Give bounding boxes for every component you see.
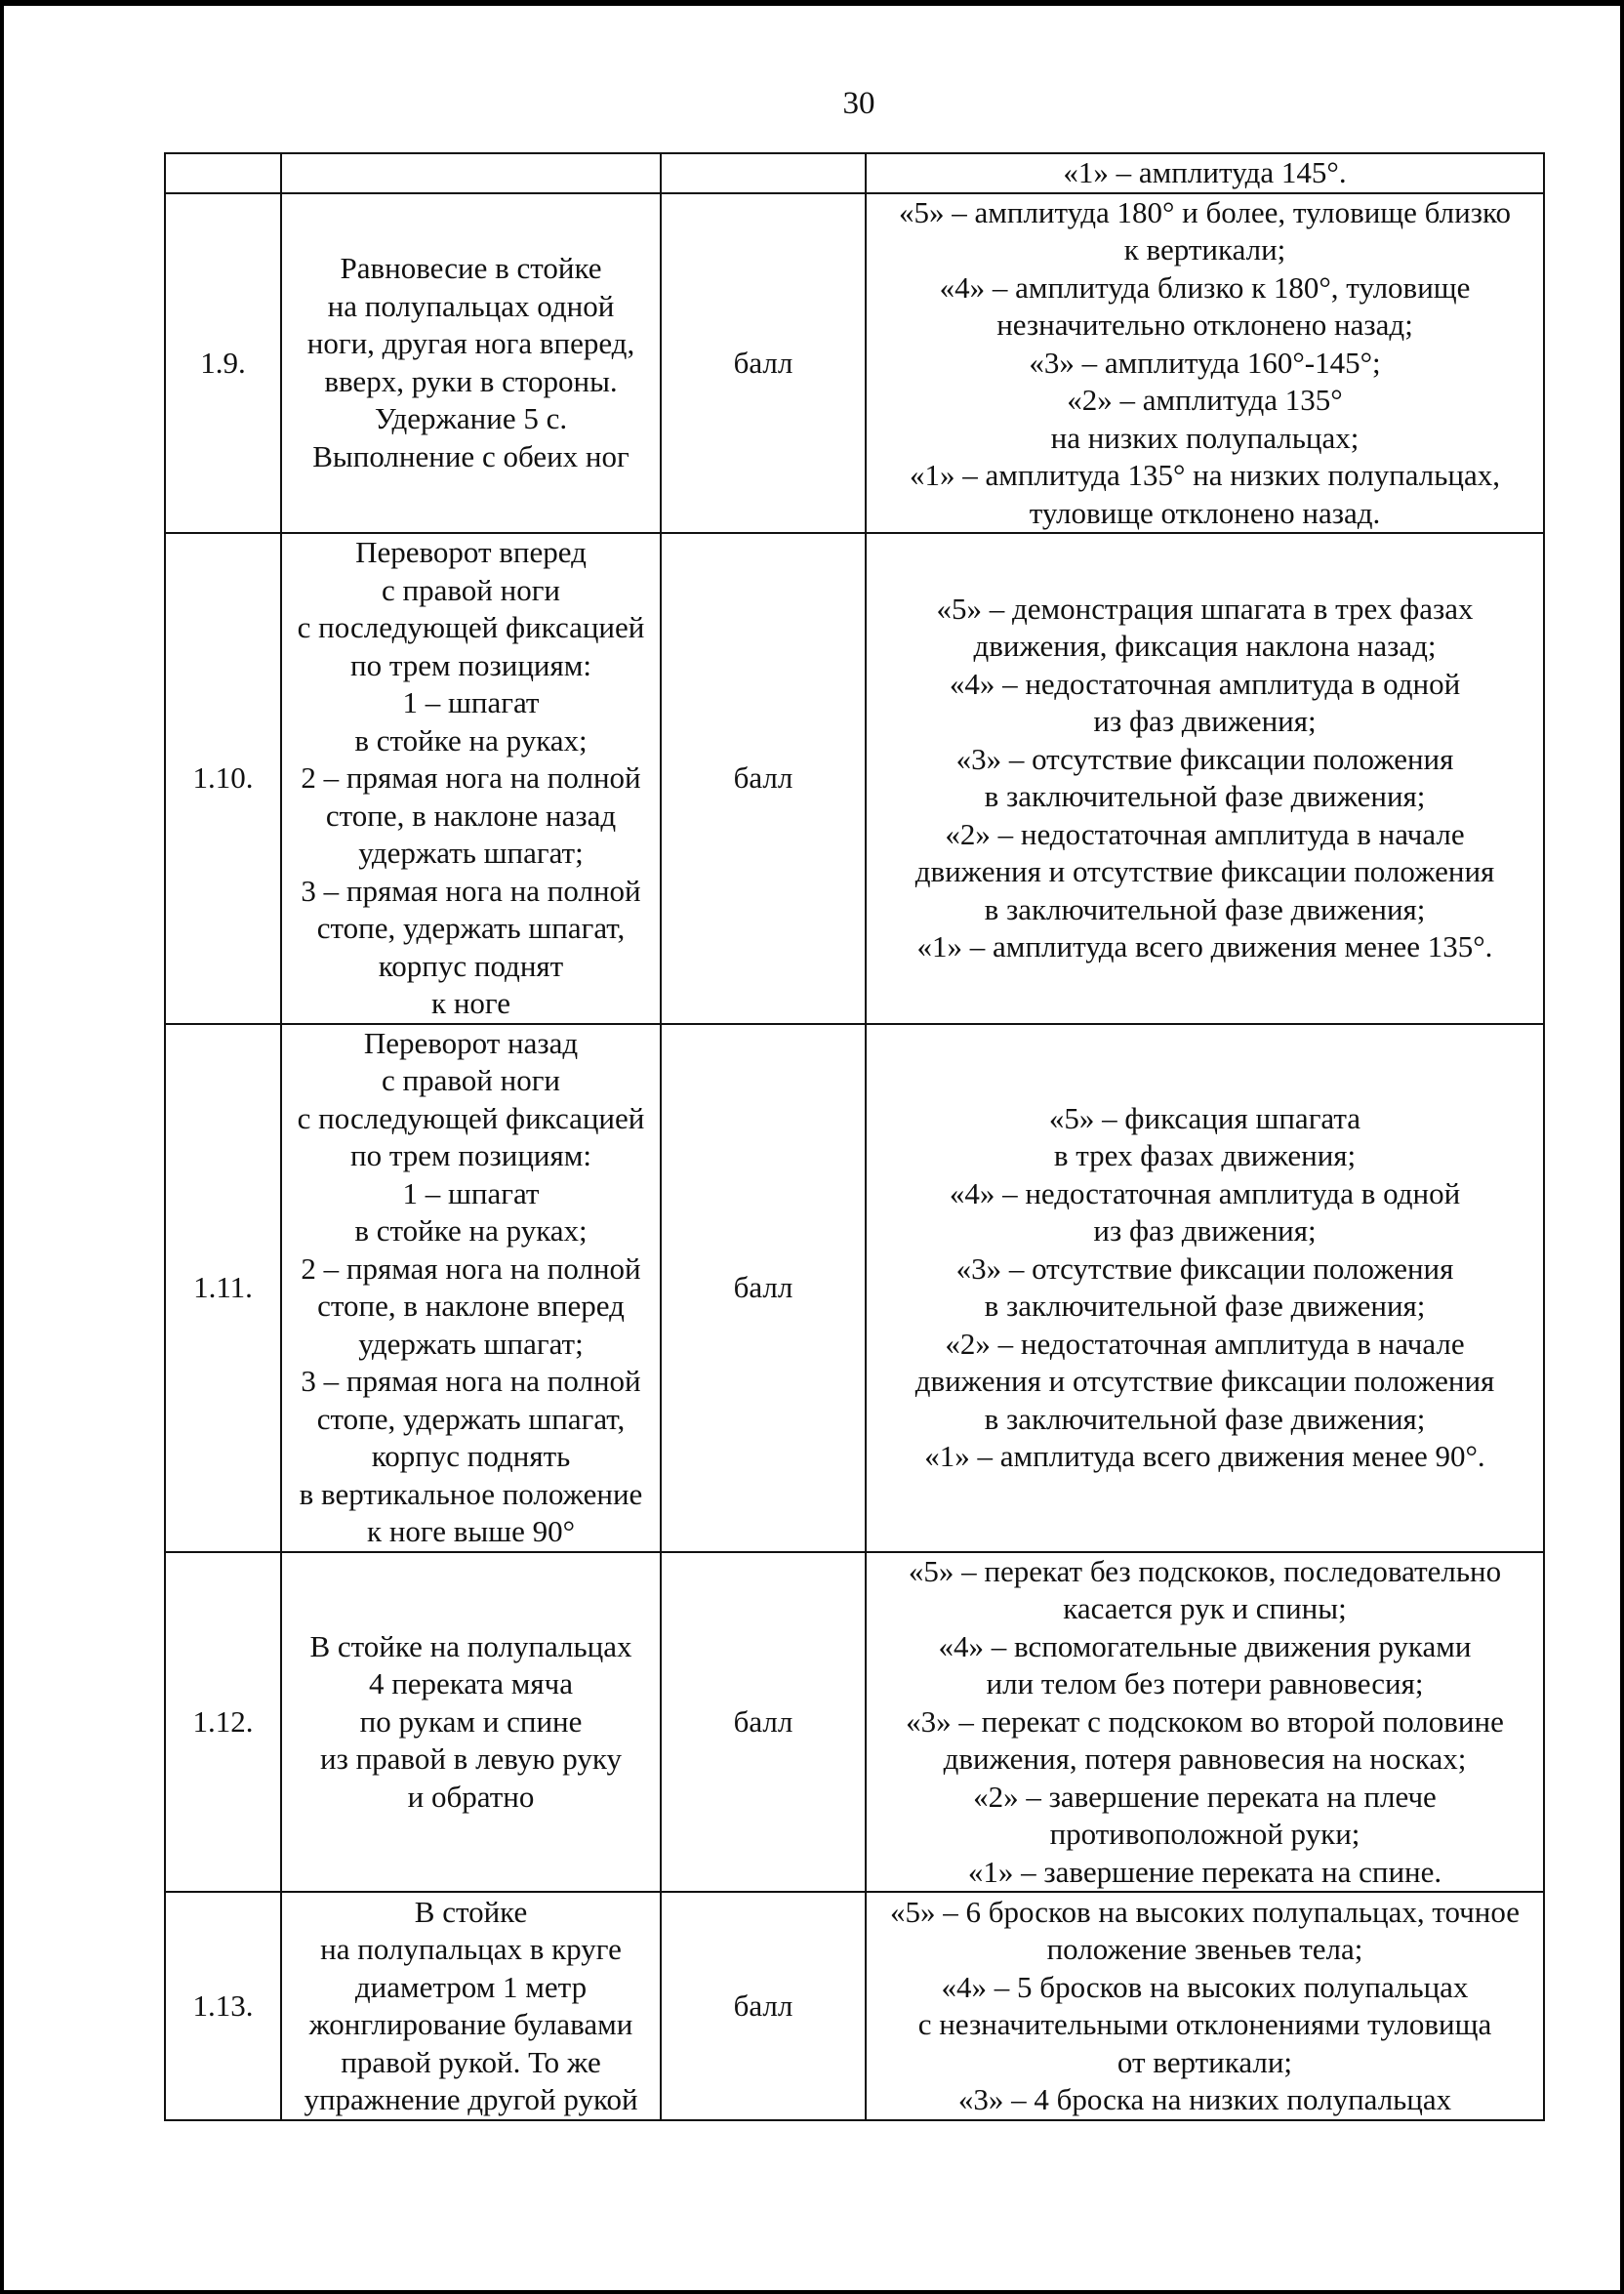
- exercise-description-line: 3 – прямая нога на полной: [301, 1364, 641, 1398]
- unit-of-measure: балл: [661, 1892, 866, 2120]
- exercise-description: [281, 193, 661, 534]
- exercise-description-line: корпус поднят: [378, 948, 564, 983]
- scoring-criterion-line: в заключительной фазе движения;: [984, 891, 1426, 926]
- table-body: [165, 153, 1544, 2120]
- scoring-criterion-line: из фаз движения;: [1093, 704, 1317, 739]
- scoring-criterion-line: «3» – отсутствие фиксации положения: [955, 741, 1454, 776]
- scoring-criteria: [866, 1552, 1544, 1893]
- scoring-criterion-line: «5» – демонстрация шпагата в трех фазах: [936, 591, 1474, 626]
- exercise-description-line: удержать шпагат;: [358, 836, 584, 870]
- exercise-description-line: по рукам и спине: [359, 1703, 583, 1739]
- scoring-criterion-line: «1» – амплитуда всего движения менее 90°.: [924, 1439, 1485, 1473]
- scoring-criterion-line: «4» – амплитуда близко к 180°, туловище: [939, 269, 1471, 305]
- exercise-description-line: Переворот вперед: [355, 535, 587, 569]
- scoring-criterion-line: из фаз движения;: [1093, 1213, 1317, 1248]
- exercise-description-line: 3 – прямая нога на полной: [301, 873, 641, 908]
- exercise-description-line: удержать шпагат;: [358, 1326, 584, 1361]
- scoring-criterion-line: к вертикали;: [1123, 232, 1286, 266]
- scoring-criterion-line: «4» – недостаточная амплитуда в одной: [949, 1175, 1461, 1210]
- exercise-description-line: с последующей фиксацией: [297, 610, 645, 644]
- exercise-description-line: стопе, удержать шпагат,: [316, 911, 626, 945]
- exercise-number: 1.9.: [165, 193, 281, 534]
- scoring-criterion-line: «3» – амплитуда 160°-145°;: [1029, 345, 1381, 380]
- exercise-number: 1.10.: [165, 533, 281, 1024]
- assessment-table: [164, 152, 1545, 2121]
- scoring-criterion-line: «4» – 5 бросков на высоких полупальцах: [941, 1969, 1469, 2004]
- exercise-description-line: с правой ноги: [381, 1063, 561, 1097]
- exercise-description-line: 1 – шпагат: [402, 1175, 540, 1210]
- exercise-description-line: к ноге: [431, 986, 510, 1020]
- scoring-criterion-line: положение звеньев тела;: [1046, 1932, 1363, 1966]
- scoring-criterion-line: движения, фиксация наклона назад;: [973, 629, 1437, 664]
- scoring-criterion-line: незначительно отклонено назад;: [996, 307, 1413, 342]
- unit-of-measure: балл: [661, 533, 866, 1024]
- scoring-criterion-line: в заключительной фазе движения;: [984, 1401, 1426, 1436]
- exercise-description-line: стопе, в наклоне назад: [325, 798, 617, 833]
- scoring-criteria: [866, 153, 1544, 193]
- scoring-criterion-line: движения и отсутствие фиксации положения: [914, 854, 1495, 889]
- scoring-criteria: [866, 193, 1544, 534]
- exercise-description-line: и обратно: [407, 1779, 535, 1814]
- scoring-criterion-line: «4» – недостаточная амплитуда в одной: [949, 666, 1461, 701]
- scoring-criterion-line: «3» – 4 броска на низких полупальцах: [957, 2082, 1452, 2116]
- exercise-description-line: стопе, удержать шпагат,: [316, 1401, 626, 1436]
- exercise-description-line: 4 переката мяча: [368, 1666, 574, 1700]
- exercise-description-line: диаметром 1 метр: [354, 1969, 588, 2004]
- exercise-number: 1.12.: [165, 1552, 281, 1893]
- table-row: [165, 153, 1544, 193]
- scoring-criterion-line: или телом без потери равновесия;: [986, 1666, 1424, 1700]
- unit-of-measure: балл: [661, 1024, 866, 1552]
- exercise-description-line: Выполнение с обеих ног: [312, 438, 629, 473]
- scoring-criterion-line: «5» – 6 бросков на высоких полупальцах, точное: [889, 1894, 1521, 1929]
- scoring-criterion-line: «3» – перекат с подскоком во второй половине: [906, 1703, 1504, 1739]
- exercise-number: 1.11.: [165, 1024, 281, 1552]
- exercise-description-line: с правой ноги: [381, 572, 561, 607]
- scoring-criterion-line: «1» – амплитуда всего движения менее 135°.: [916, 929, 1493, 964]
- scoring-criterion-line: «2» – недостаточная амплитуда в начале: [945, 816, 1465, 851]
- scoring-criterion-line: «5» – амплитуда 180° и более, туловище близко: [899, 194, 1511, 229]
- scoring-criterion-line: противоположной руки;: [1049, 1817, 1360, 1851]
- exercise-description-line: на полупальцах одной: [327, 288, 615, 323]
- scoring-criterion-line: «2» – амплитуда 135°: [1067, 383, 1343, 417]
- scoring-criterion-line: в заключительной фазе движения;: [984, 1289, 1426, 1323]
- scoring-criterion-line: на низких полупальцах;: [1050, 420, 1360, 455]
- exercise-description-line: ноги, другая нога вперед,: [306, 326, 635, 361]
- scoring-criterion-line: «5» – фиксация шпагата: [1048, 1100, 1361, 1135]
- scoring-criterion-line: туловище отклонено назад.: [1029, 495, 1381, 530]
- exercise-description-line: в стойке на руках;: [354, 1213, 588, 1248]
- exercise-description-line: жонглирование булавами: [308, 2007, 633, 2041]
- scoring-criterion-line: от вертикали;: [1116, 2044, 1293, 2079]
- scoring-criterion-line: «4» – вспомогательные движения руками: [938, 1628, 1472, 1663]
- exercise-description-line: упражнение другой рукой: [304, 2082, 638, 2116]
- exercise-description-line: корпус поднять: [371, 1439, 571, 1473]
- exercise-description-line: Переворот назад: [363, 1025, 579, 1060]
- exercise-description-line: по трем позициям:: [350, 1138, 591, 1172]
- exercise-description: [281, 1024, 661, 1552]
- scoring-criterion-line: «5» – перекат без подскоков, последовательно: [908, 1553, 1502, 1588]
- exercise-description-line: В стойке: [414, 1894, 528, 1929]
- scoring-criterion-line: «2» – недостаточная амплитуда в начале: [945, 1326, 1465, 1361]
- exercise-description: [281, 533, 661, 1024]
- scoring-criterion-line: «1» – амплитуда 135° на низких полупальцах,: [909, 458, 1501, 492]
- table-row: [165, 1024, 1544, 1552]
- scoring-criterion-line: движения, потеря равновесия на носках;: [943, 1741, 1467, 1776]
- scoring-criterion-line: «3» – отсутствие фиксации положения: [955, 1250, 1454, 1286]
- scoring-criterion-line: «2» – завершение переката на плече: [973, 1779, 1437, 1814]
- scoring-criterion-line: «1» – амплитуда 145°.: [1063, 155, 1347, 189]
- unit-of-measure: балл: [661, 1552, 866, 1893]
- page-number: 30: [842, 86, 875, 121]
- scoring-criterion-line: касается рук и спины;: [1063, 1591, 1347, 1625]
- exercise-description-line: правой рукой. То же: [341, 2044, 601, 2079]
- scoring-criterion-line: «1» – завершение переката на спине.: [967, 1854, 1442, 1889]
- exercise-description-line: Удержание 5 с.: [374, 401, 568, 436]
- exercise-description: [281, 153, 661, 193]
- exercise-description-line: с последующей фиксацией: [297, 1100, 645, 1135]
- unit-of-measure: балл: [661, 193, 866, 534]
- table-row: [165, 533, 1544, 1024]
- exercise-description-line: вверх, руки в стороны.: [324, 363, 618, 398]
- scoring-criteria: [866, 533, 1544, 1024]
- exercise-description-line: в стойке на руках;: [354, 722, 588, 758]
- exercise-description-line: В стойке на полупальцах: [309, 1628, 632, 1663]
- table-row: [165, 1892, 1544, 2120]
- scoring-criterion-line: в трех фазах движения;: [1053, 1138, 1357, 1172]
- exercise-description-line: из правой в левую руку: [319, 1741, 623, 1776]
- table-row: [165, 1552, 1544, 1893]
- exercise-description-line: по трем позициям:: [350, 647, 591, 682]
- scoring-criteria: [866, 1024, 1544, 1552]
- exercise-description-line: к ноге выше 90°: [367, 1514, 575, 1548]
- scoring-criteria: [866, 1892, 1544, 2120]
- exercise-description-line: 2 – прямая нога на полной: [301, 1250, 641, 1286]
- scoring-criterion-line: движения и отсутствие фиксации положения: [914, 1364, 1495, 1398]
- exercise-description-line: в вертикальное положение: [299, 1476, 643, 1511]
- exercise-number: [165, 153, 281, 193]
- unit-of-measure: [661, 153, 866, 193]
- exercise-description-line: Равновесие в стойке: [340, 251, 602, 286]
- scoring-criterion-line: в заключительной фазе движения;: [984, 779, 1426, 814]
- exercise-description-line: 2 – прямая нога на полной: [301, 760, 641, 795]
- exercise-description-line: стопе, в наклоне вперед: [317, 1289, 625, 1323]
- table-row: [165, 193, 1544, 534]
- exercise-number: 1.13.: [165, 1892, 281, 2120]
- exercise-description: [281, 1892, 661, 2120]
- exercise-description-line: на полупальцах в круге: [320, 1932, 622, 1966]
- exercise-description: [281, 1552, 661, 1893]
- scoring-criterion-line: с незначительными отклонениями туловища: [917, 2007, 1492, 2041]
- exercise-description-line: 1 – шпагат: [402, 685, 540, 719]
